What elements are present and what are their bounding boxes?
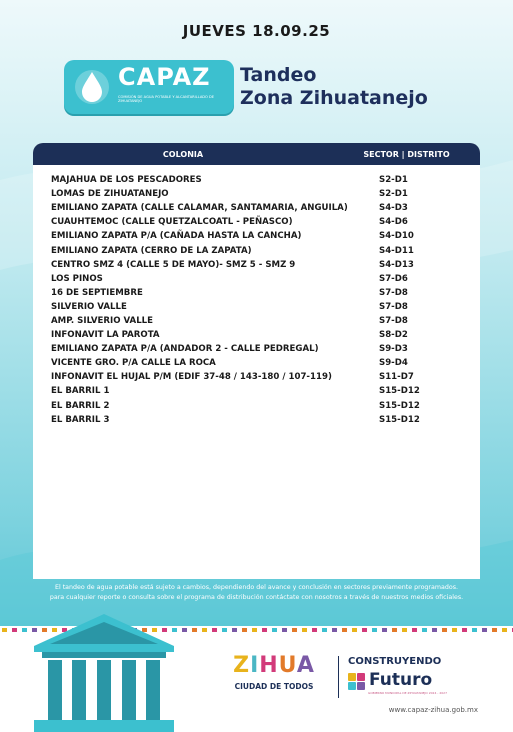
sector-cell: S4-D3	[379, 203, 408, 214]
stripe-mark	[442, 628, 447, 632]
futuro-logo	[348, 670, 478, 692]
sector-cell: S4-D6	[379, 217, 408, 228]
stripe-mark	[392, 628, 397, 632]
stripe-mark	[22, 628, 27, 632]
table-row	[33, 201, 480, 215]
stripe-mark	[252, 628, 257, 632]
stripe-mark	[12, 628, 17, 632]
colonia-cell: EMILIANO ZAPATA P/A (ANDADOR 2 - CALLE PEDREGAL)	[51, 344, 319, 355]
colonia-cell: AMP. SILVERIO VALLE	[51, 315, 154, 326]
temple-icon	[28, 612, 180, 732]
stripe-mark	[192, 628, 197, 632]
capaz-logo-text: CAPAZ	[118, 63, 211, 91]
stripe-mark	[292, 628, 297, 632]
water-drop-icon	[74, 68, 110, 106]
column-header-sector: SECTOR | DISTRITO	[363, 149, 450, 159]
zihua-letter: U	[278, 653, 297, 678]
stripe-mark	[422, 628, 427, 632]
title-line-2: Zona Zihuatanejo	[240, 87, 428, 109]
colonia-cell: CENTRO SMZ 4 (CALLE 5 DE MAYO)- SMZ 5 - SMZ 9	[51, 259, 296, 270]
table-row	[33, 272, 480, 286]
table-row	[33, 300, 480, 314]
colonia-cell: EMILIANO ZAPATA P/A (CAÑADA HASTA LA CANCHA)	[51, 231, 302, 242]
table-row	[33, 356, 480, 370]
sector-cell: S15-D12	[379, 386, 420, 397]
stripe-mark	[472, 628, 477, 632]
stripe-mark	[182, 628, 187, 632]
zihua-logo	[218, 653, 330, 678]
table-row	[33, 173, 480, 187]
futuro-label: Futuro	[369, 670, 433, 690]
stripe-mark	[222, 628, 227, 632]
stripe-mark	[502, 628, 507, 632]
stripe-mark	[382, 628, 387, 632]
colonia-cell: EL BARRIL 3	[51, 414, 110, 425]
stripe-mark	[272, 628, 277, 632]
sector-cell: S2-D1	[379, 175, 408, 186]
sector-cell: S7-D6	[379, 273, 408, 284]
table-row	[33, 399, 480, 413]
colonia-cell: 16 DE SEPTIEMBRE	[51, 287, 143, 298]
table-row	[33, 370, 480, 384]
stripe-mark	[262, 628, 267, 632]
sector-cell: S4-D10	[379, 231, 414, 242]
stripe-mark	[212, 628, 217, 632]
colonia-cell: MAJAHUA DE LOS PESCADORES	[51, 175, 202, 186]
table-row	[33, 215, 480, 229]
colonia-cell: LOS PINOS	[51, 273, 103, 284]
zihua-letter: H	[259, 653, 279, 678]
table-header	[33, 143, 480, 165]
sector-cell: S9-D3	[379, 344, 408, 355]
sector-cell: S7-D8	[379, 287, 408, 298]
table-row	[33, 314, 480, 328]
zihua-letter: A	[296, 653, 315, 678]
stripe-mark	[462, 628, 467, 632]
stripe-mark	[352, 628, 357, 632]
logo-divider	[338, 656, 339, 698]
stripe-mark	[302, 628, 307, 632]
colonia-cell: CUAUHTEMOC (CALLE QUETZALCOATL - PEÑASCO)	[51, 217, 293, 228]
stripe-mark	[452, 628, 457, 632]
schedule-table	[33, 143, 480, 579]
colonia-cell: INFONAVIT EL HUJAL P/M (EDIF 37-48 / 143-180 / 107-119)	[51, 372, 332, 383]
colonia-cell: INFONAVIT LA PAROTA	[51, 330, 160, 341]
colonia-cell: EL BARRIL 2	[51, 400, 110, 411]
stripe-mark	[312, 628, 317, 632]
colonia-cell: EL BARRIL 1	[51, 386, 110, 397]
colonia-cell: LOMAS DE ZIHUATANEJO	[51, 189, 169, 200]
stripe-mark	[342, 628, 347, 632]
page-title	[240, 64, 470, 110]
table-row	[33, 229, 480, 243]
sector-cell: S8-D2	[379, 330, 408, 341]
stripe-mark	[332, 628, 337, 632]
stripe-mark	[242, 628, 247, 632]
table-row	[33, 286, 480, 300]
table-row	[33, 243, 480, 257]
disclaimer-text: El tandeo de agua potable está sujeto a cambios, dependiendo del avance y conclusión en sectores previamente programados. para cualquier reporte o consulta sobre el programa de distribución contáctate con nosotros a través de nuestros medios oficiales.	[49, 584, 464, 601]
table-row	[33, 328, 480, 342]
color-squares-icon	[348, 673, 366, 691]
sector-cell: S2-D1	[379, 189, 408, 200]
government-period-label: GOBIERNO MUNICIPAL DE ZIHUATANEJO 2024 - 2027	[368, 691, 447, 695]
website-link[interactable]: www.capaz-zihua.gob.mx	[388, 706, 478, 714]
capaz-logo-subtitle: COMISIÓN DE AGUA POTABLE Y ALCANTARILLADO DE ZIHUATANEJO	[118, 95, 215, 104]
stripe-mark	[372, 628, 377, 632]
zihua-letter: I	[250, 653, 260, 678]
zihua-letter: Z	[233, 653, 251, 678]
stripe-mark	[202, 628, 207, 632]
table-row	[33, 342, 480, 356]
sector-cell: S4-D13	[379, 259, 414, 270]
stripe-mark	[2, 628, 7, 632]
stripe-mark	[282, 628, 287, 632]
stripe-mark	[322, 628, 327, 632]
sector-cell: S15-D12	[379, 400, 420, 411]
sector-cell: S4-D11	[379, 245, 414, 256]
sector-cell: S7-D8	[379, 315, 408, 326]
table-body	[33, 165, 480, 427]
sector-cell: S9-D4	[379, 358, 408, 369]
stripe-mark	[492, 628, 497, 632]
colonia-cell: EMILIANO ZAPATA (CALLE CALAMAR, SANTAMARIA, ANGUILA)	[51, 203, 348, 214]
colonia-cell: VICENTE GRO. P/A CALLE LA ROCA	[51, 358, 216, 369]
table-row	[33, 413, 480, 427]
date-label: JUEVES 18.09.25	[182, 22, 331, 40]
sector-cell: S15-D12	[379, 414, 420, 425]
sector-cell: S11-D7	[379, 372, 414, 383]
colonia-cell: SILVERIO VALLE	[51, 301, 127, 312]
table-row	[33, 187, 480, 201]
ciudad-de-todos-label: CIUDAD DE TODOS	[234, 682, 314, 691]
stripe-mark	[432, 628, 437, 632]
stripe-mark	[402, 628, 407, 632]
stripe-mark	[482, 628, 487, 632]
column-header-colonia: COLONIA	[162, 149, 204, 159]
title-line-1: Tandeo	[240, 64, 317, 86]
table-row	[33, 384, 480, 398]
stripe-mark	[232, 628, 237, 632]
construyendo-label: CONSTRUYENDO	[348, 656, 442, 667]
stripe-mark	[412, 628, 417, 632]
stripe-mark	[362, 628, 367, 632]
sector-cell: S7-D8	[379, 301, 408, 312]
table-row	[33, 258, 480, 272]
colonia-cell: EMILIANO ZAPATA (CERRO DE LA ZAPATA)	[51, 245, 252, 256]
